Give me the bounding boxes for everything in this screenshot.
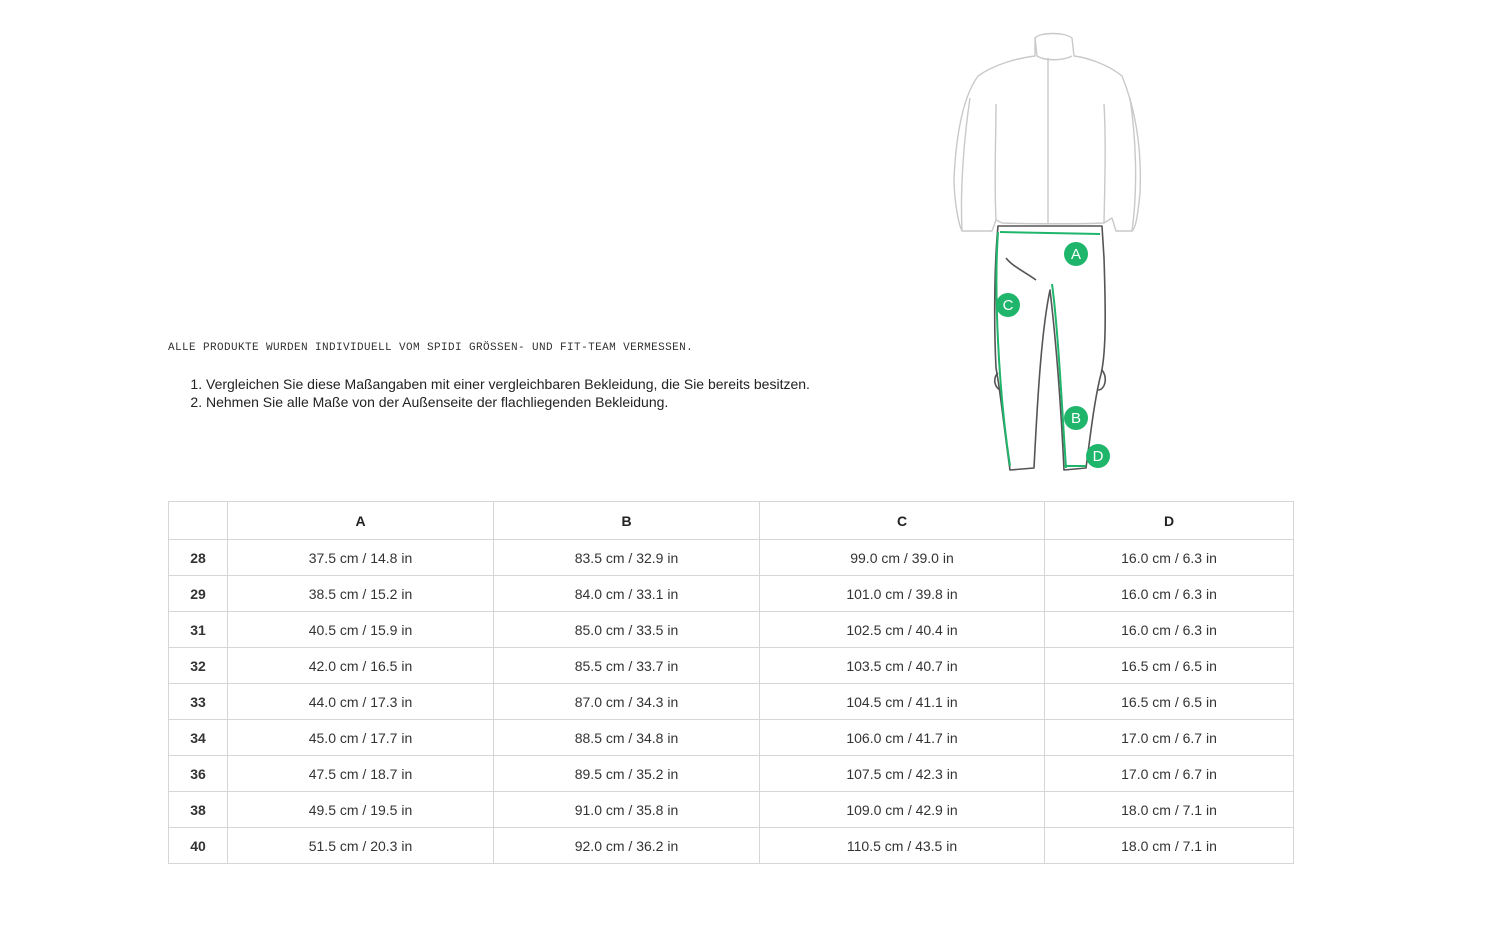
table-cell: 91.0 cm / 35.8 in [494, 792, 760, 828]
table-cell: 101.0 cm / 39.8 in [760, 576, 1045, 612]
table-cell: 88.5 cm / 34.8 in [494, 720, 760, 756]
table-cell: 17.0 cm / 6.7 in [1045, 720, 1294, 756]
pants-outline [995, 226, 1106, 470]
table-cell: 18.0 cm / 7.1 in [1045, 792, 1294, 828]
table-cell: 85.0 cm / 33.5 in [494, 612, 760, 648]
marker-b-label: B [1070, 410, 1082, 427]
measurement-lines [997, 232, 1101, 468]
table-cell: 51.5 cm / 20.3 in [228, 828, 494, 864]
marker-d [1086, 444, 1110, 468]
measurement-figure [940, 28, 1160, 478]
size-cell: 36 [169, 756, 228, 792]
size-cell: 31 [169, 612, 228, 648]
table-cell: 44.0 cm / 17.3 in [228, 684, 494, 720]
instruction-step: 2. Nehmen Sie alle Maße von der Außenseite der flachliegenden Bekleidung. [206, 394, 810, 412]
size-cell: 32 [169, 648, 228, 684]
table-cell: 83.5 cm / 32.9 in [494, 540, 760, 576]
marker-c-label: C [1002, 297, 1014, 314]
size-cell: 29 [169, 576, 228, 612]
table-cell: 110.5 cm / 43.5 in [760, 828, 1045, 864]
table-cell: 38.5 cm / 15.2 in [228, 576, 494, 612]
table-cell: 92.0 cm / 36.2 in [494, 828, 760, 864]
column-header-b: B [494, 502, 760, 540]
table-row [169, 720, 1294, 756]
table-cell: 103.5 cm / 40.7 in [760, 648, 1045, 684]
size-cell: 34 [169, 720, 228, 756]
marker-d-label: D [1092, 448, 1104, 465]
table-cell: 45.0 cm / 17.7 in [228, 720, 494, 756]
column-header-a: A [228, 502, 494, 540]
table-cell: 104.5 cm / 41.1 in [760, 684, 1045, 720]
table-row [169, 828, 1294, 864]
table-cell: 16.0 cm / 6.3 in [1045, 540, 1294, 576]
table-cell: 42.0 cm / 16.5 in [228, 648, 494, 684]
table-cell: 89.5 cm / 35.2 in [494, 756, 760, 792]
column-header [169, 502, 228, 540]
table-cell: 37.5 cm / 14.8 in [228, 540, 494, 576]
table-cell: 16.5 cm / 6.5 in [1045, 648, 1294, 684]
table-row [169, 648, 1294, 684]
marker-b [1064, 406, 1088, 430]
instruction-step: 1. Vergleichen Sie diese Maßangaben mit einer vergleichbaren Bekleidung, die Sie bereits besitzen. [206, 376, 810, 394]
marker-a-label: A [1070, 246, 1082, 263]
table-cell: 16.0 cm / 6.3 in [1045, 612, 1294, 648]
instruction-list [168, 376, 810, 411]
marker-a [1064, 242, 1088, 266]
table-cell: 87.0 cm / 34.3 in [494, 684, 760, 720]
table-cell: 17.0 cm / 6.7 in [1045, 756, 1294, 792]
column-header-c: C [760, 502, 1045, 540]
column-header-d: D [1045, 502, 1294, 540]
table-row [169, 684, 1294, 720]
table-cell: 18.0 cm / 7.1 in [1045, 828, 1294, 864]
jacket-outline [954, 34, 1140, 232]
table-cell: 109.0 cm / 42.9 in [760, 792, 1045, 828]
table-header-row [169, 502, 1294, 540]
table-cell: 102.5 cm / 40.4 in [760, 612, 1045, 648]
intro-note: ALLE PRODUKTE WURDEN INDIVIDUELL VOM SPIDI GRÖSSEN- UND FIT-TEAM VERMESSEN. [168, 342, 694, 354]
table-cell: 40.5 cm / 15.9 in [228, 612, 494, 648]
table-row [169, 576, 1294, 612]
table-row [169, 540, 1294, 576]
table-cell: 107.5 cm / 42.3 in [760, 756, 1045, 792]
table-cell: 99.0 cm / 39.0 in [760, 540, 1045, 576]
table-row [169, 756, 1294, 792]
marker-c [996, 293, 1020, 317]
table-cell: 47.5 cm / 18.7 in [228, 756, 494, 792]
table-row [169, 792, 1294, 828]
table-cell: 106.0 cm / 41.7 in [760, 720, 1045, 756]
size-cell: 40 [169, 828, 228, 864]
table-cell: 16.0 cm / 6.3 in [1045, 576, 1294, 612]
size-cell: 38 [169, 792, 228, 828]
size-cell: 28 [169, 540, 228, 576]
table-cell: 49.5 cm / 19.5 in [228, 792, 494, 828]
table-cell: 85.5 cm / 33.7 in [494, 648, 760, 684]
size-table [168, 501, 1294, 864]
table-row [169, 612, 1294, 648]
table-cell: 84.0 cm / 33.1 in [494, 576, 760, 612]
size-cell: 33 [169, 684, 228, 720]
table-cell: 16.5 cm / 6.5 in [1045, 684, 1294, 720]
